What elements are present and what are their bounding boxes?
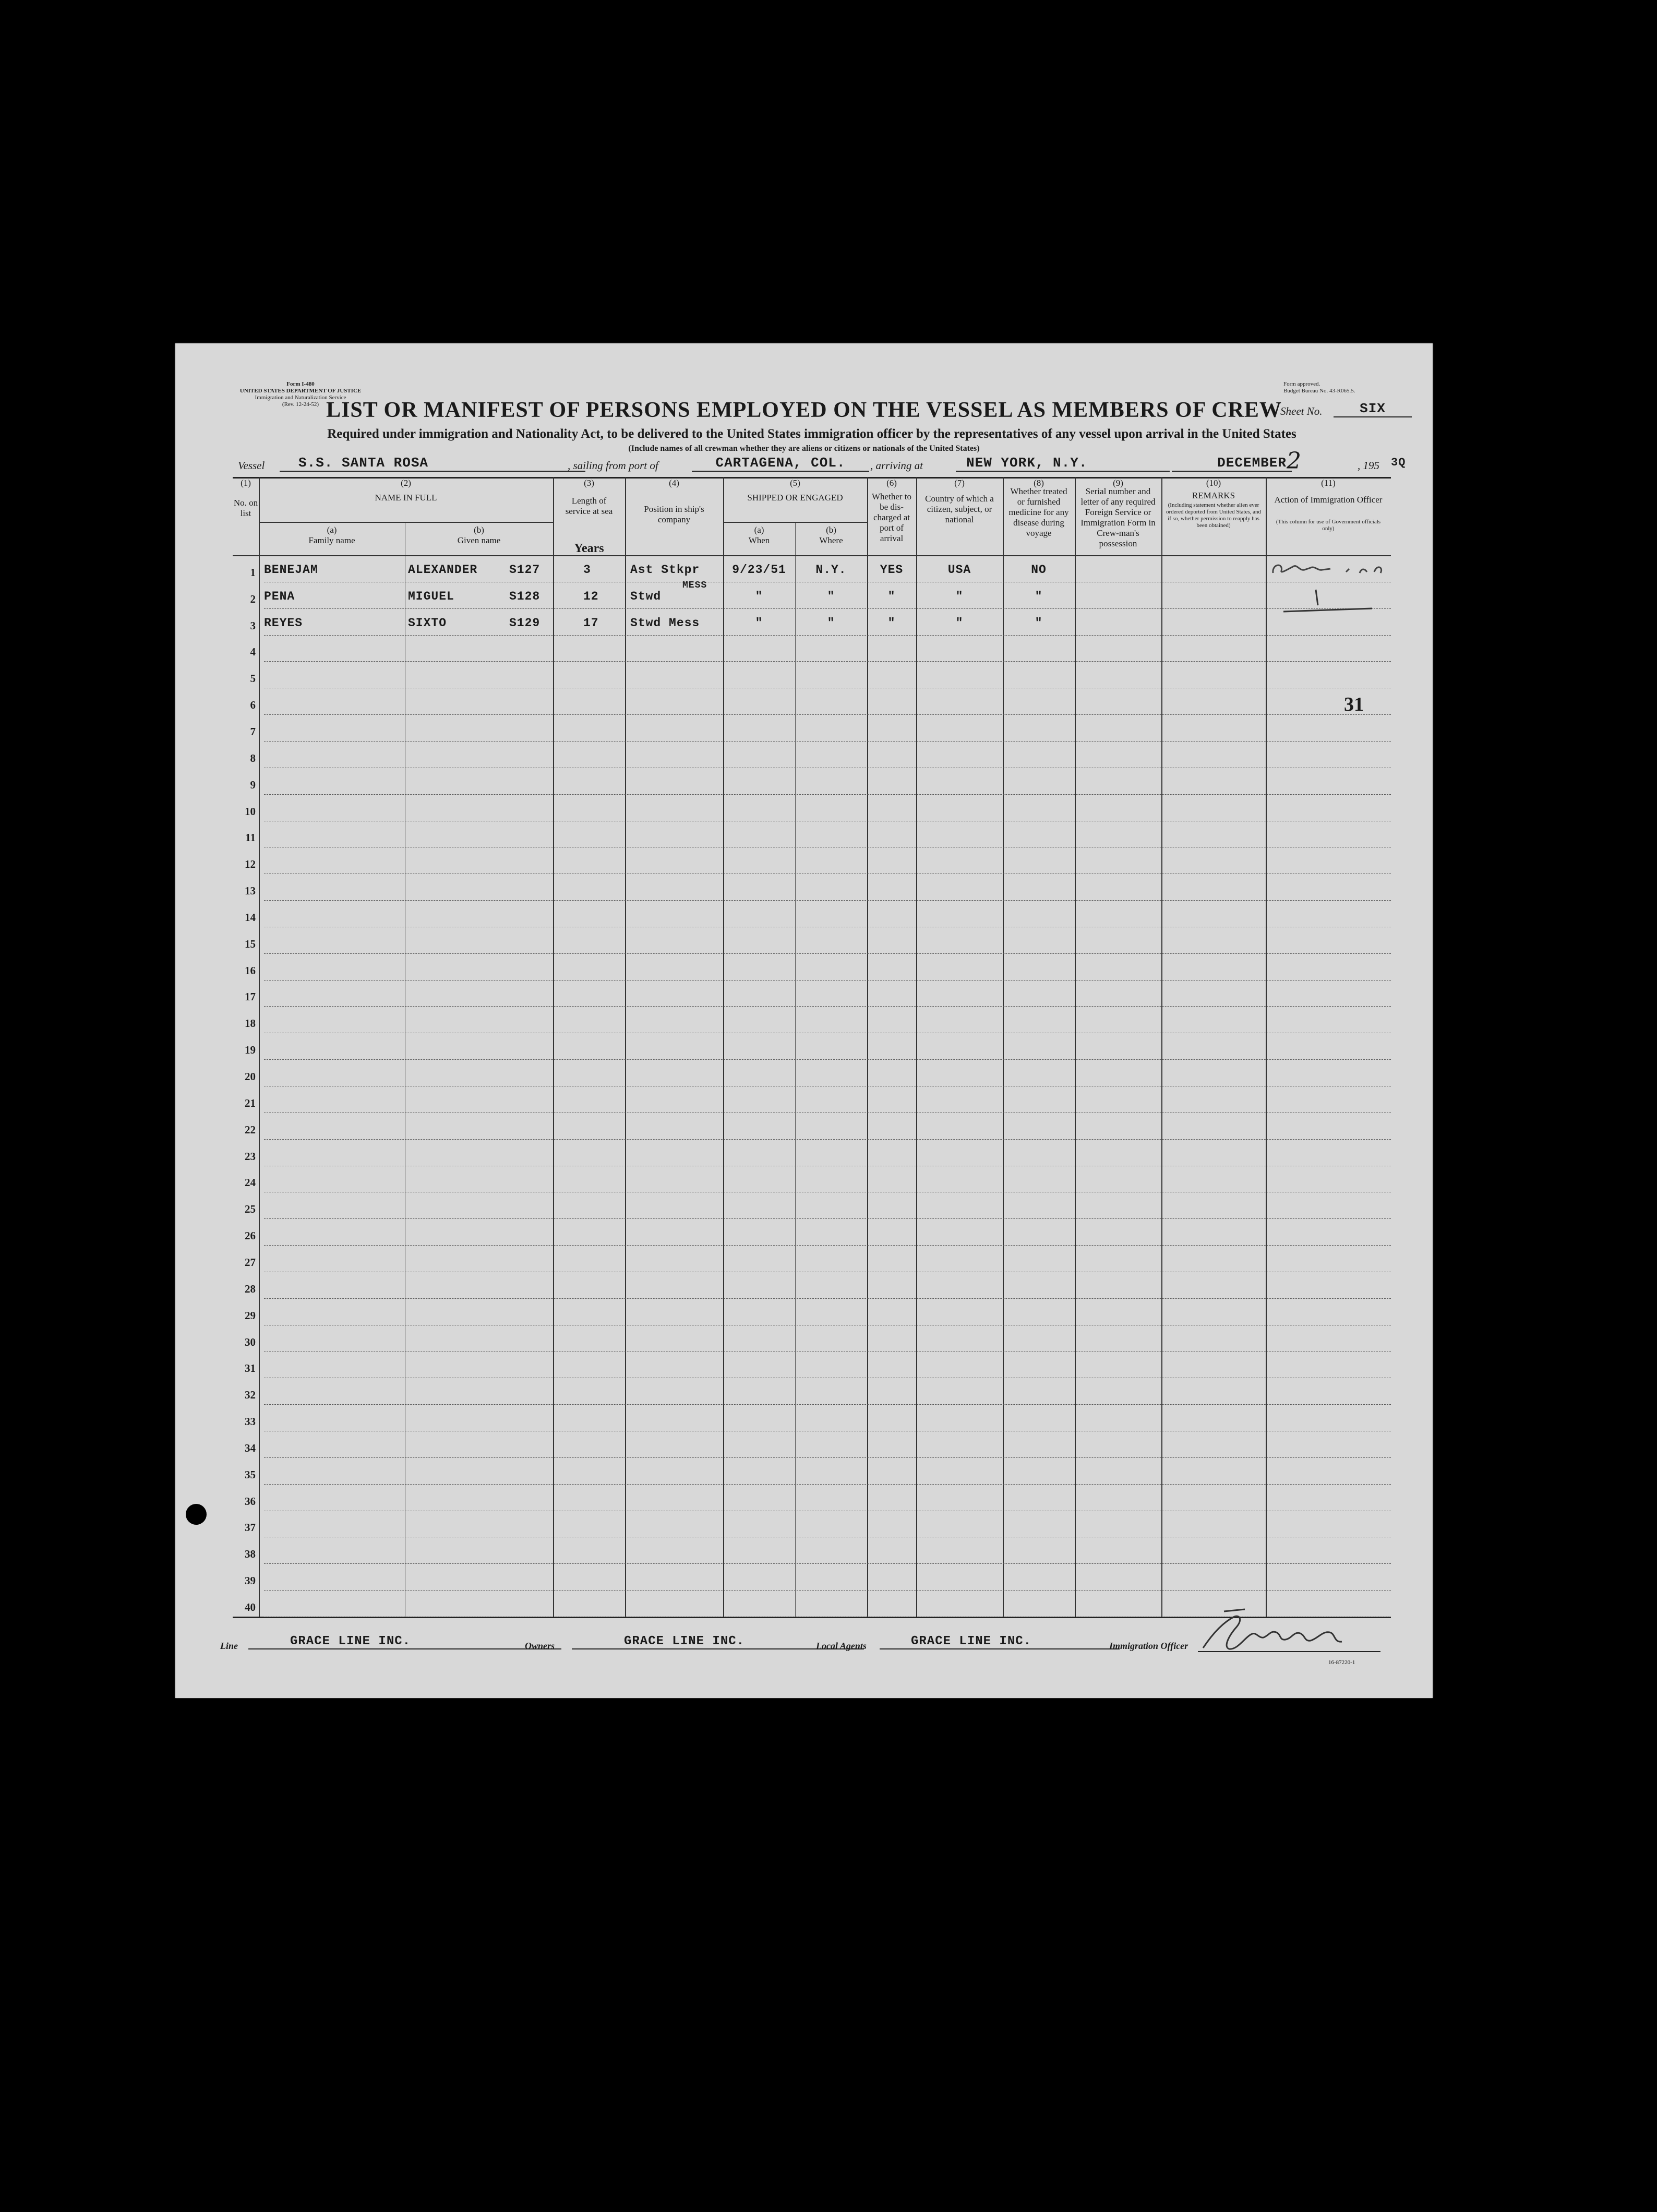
crew-position: Ast Stkpr — [630, 563, 700, 577]
col2b-header: Given name — [457, 535, 501, 545]
row-number: 30 — [245, 1335, 256, 1348]
col9-header: Serial number and letter of any required Foreign Service or Immigration Form in Crew-man's possession — [1080, 486, 1156, 548]
row-number: 31 — [245, 1362, 256, 1375]
row-rule — [264, 794, 1391, 795]
col6-number: (6) — [886, 478, 897, 488]
crew-given-name: SIXTO — [408, 616, 447, 630]
form-id: Form I-480 — [286, 381, 315, 387]
crew-position: Stwd Mess — [630, 616, 700, 630]
crew-discharged: " — [887, 589, 896, 603]
row-number: 37 — [245, 1521, 256, 1534]
row-number: 1 — [250, 566, 256, 579]
row-number: 3 — [250, 619, 256, 632]
row-rule — [264, 1139, 1391, 1140]
crew-shipped-where: " — [827, 616, 835, 630]
row-number: 17 — [245, 990, 256, 1003]
row-rule — [264, 1298, 1391, 1299]
row-rule — [264, 1484, 1391, 1485]
agency-name: UNITED STATES DEPARTMENT OF JUSTICE — [239, 388, 362, 394]
row-rule — [264, 741, 1391, 742]
crew-crew-code: S127 — [509, 563, 541, 577]
crew-given-name: ALEXANDER — [408, 563, 478, 577]
agents-company: GRACE LINE INC. — [880, 1634, 1120, 1649]
year-prefix: , 195 — [1358, 459, 1379, 472]
col8-header: Whether treated or furnished medicine for any disease during voyage — [1008, 486, 1069, 538]
row-number: 35 — [245, 1468, 256, 1481]
row-number: 8 — [250, 751, 256, 764]
row-number: 40 — [245, 1601, 256, 1613]
col3-unit: Years — [574, 542, 604, 555]
vessel-label: Vessel — [238, 459, 265, 472]
col1-number: (1) — [241, 478, 251, 488]
row-number: 15 — [245, 937, 256, 950]
crew-family-name: PENA — [264, 589, 295, 603]
crew-shipped-when: 9/23/51 — [732, 563, 786, 577]
row-rule — [264, 1006, 1391, 1007]
col2a-header: Family name — [308, 535, 355, 545]
col1-header: No. on list — [233, 498, 258, 518]
row-number: 23 — [245, 1150, 256, 1163]
col3-number: (3) — [584, 478, 594, 488]
line-label: Line — [220, 1641, 238, 1651]
form-revision: (Rev. 12-24-52) — [282, 401, 319, 408]
col2-number: (2) — [401, 478, 411, 488]
service-name: Immigration and Naturalization Service — [255, 394, 346, 401]
approval-block — [1283, 381, 1414, 394]
sailing-label: , sailing from port of — [568, 459, 658, 472]
crew-crew-code: S128 — [509, 589, 541, 603]
col11-number: (11) — [1321, 478, 1336, 488]
row-number: 12 — [245, 858, 256, 871]
row-number: 38 — [245, 1548, 256, 1561]
sheet-number: SIX — [1334, 401, 1412, 417]
col4-header: Position in ship's company — [644, 504, 704, 524]
row-number: 18 — [245, 1017, 256, 1030]
row-rule — [264, 635, 1391, 636]
agents-label: Local Agents — [816, 1641, 867, 1651]
arrival-month: DECEMBER — [1172, 455, 1292, 472]
crew-years-at-sea: 17 — [583, 616, 599, 630]
crew-medicine: " — [1035, 616, 1043, 630]
crew-discharged: YES — [880, 563, 904, 577]
crew-family-name: BENEJAM — [264, 563, 318, 577]
row-rule — [264, 1563, 1391, 1564]
crew-medicine: NO — [1031, 563, 1047, 577]
row-number: 14 — [245, 911, 256, 924]
col10-header: REMARKS — [1192, 491, 1235, 500]
officer-initials-handwriting — [1268, 553, 1391, 616]
arriving-label: , arriving at — [870, 459, 923, 472]
col7-number: (7) — [954, 478, 965, 488]
row-number: 27 — [245, 1256, 256, 1269]
crew-country: " — [955, 589, 964, 603]
row-rule — [264, 661, 1391, 662]
col11-note: (This column for use of Government officials only) — [1276, 519, 1381, 532]
row-number: 7 — [250, 725, 256, 738]
approval-text: Form approved. — [1283, 381, 1320, 387]
col10-note: (Including statement whether alien ever ordered deported from United States, and if so, whether permission to reapply has been obtained) — [1166, 502, 1262, 529]
row-rule — [264, 1245, 1391, 1246]
row-rule — [264, 953, 1391, 954]
crew-country: USA — [947, 563, 971, 577]
row-rule — [264, 980, 1391, 981]
row-number: 28 — [245, 1282, 256, 1295]
subnote: (Include names of all crewman whether they are aliens or citizens or nationals of the United States) — [628, 444, 980, 453]
crew-medicine: " — [1035, 589, 1043, 603]
row-number: 9 — [250, 778, 256, 791]
sheet-stamp-number: 31 — [1344, 694, 1364, 715]
row-number: 2 — [250, 592, 256, 605]
row-number: 4 — [250, 645, 256, 659]
owners-label: Owners — [525, 1641, 555, 1651]
col2b-number: (b) — [474, 525, 484, 535]
col5-header: SHIPPED OR ENGAGED — [747, 493, 843, 503]
binder-hole — [186, 1504, 207, 1525]
row-rule — [264, 1059, 1391, 1060]
row-number: 26 — [245, 1229, 256, 1242]
crew-years-at-sea: 3 — [583, 563, 591, 577]
manifest-document — [175, 343, 1433, 1698]
col3-header: Length of service at sea — [565, 496, 613, 516]
row-number: 6 — [250, 699, 256, 712]
row-rule — [264, 1218, 1391, 1219]
row-number: 32 — [245, 1389, 256, 1402]
row-number: 11 — [245, 831, 256, 844]
row-number: 16 — [245, 964, 256, 977]
row-number: 33 — [245, 1415, 256, 1428]
col8-number: (8) — [1034, 478, 1044, 488]
crew-years-at-sea: 12 — [583, 589, 599, 603]
row-number: 13 — [245, 884, 256, 898]
row-number: 20 — [245, 1070, 256, 1083]
row-number: 25 — [245, 1203, 256, 1216]
col5a-number: (a) — [754, 525, 764, 535]
crew-position: Stwd — [630, 589, 662, 603]
sheet-label: Sheet No. — [1280, 405, 1323, 417]
crew-country: " — [955, 616, 964, 630]
row-number: 10 — [245, 805, 256, 818]
crew-shipped-where: N.Y. — [815, 563, 847, 577]
officer-label: Immigration Officer — [1109, 1641, 1188, 1651]
owners-company: GRACE LINE INC. — [572, 1634, 864, 1649]
page-title: LIST OR MANIFEST OF PERSONS EMPLOYED ON THE VESSEL AS MEMBERS OF CREW — [326, 398, 1282, 422]
crew-discharged: " — [887, 616, 896, 630]
budget-text: Budget Bureau No. 43-R065.5. — [1283, 388, 1355, 394]
row-rule — [264, 1590, 1391, 1591]
crew-given-name: MIGUEL — [408, 589, 454, 603]
crew-table — [233, 477, 1391, 1617]
col2a-number: (a) — [327, 525, 337, 535]
row-number: 24 — [245, 1176, 256, 1189]
crew-shipped-when: " — [755, 616, 763, 630]
col5b-number: (b) — [826, 525, 836, 535]
print-code: 16-87220-1 — [1328, 1659, 1355, 1666]
row-number: 34 — [245, 1441, 256, 1454]
col11-header: Action of Immigration Officer — [1274, 495, 1383, 505]
row-number: 21 — [245, 1096, 256, 1109]
year-digit: 3Q — [1391, 456, 1406, 469]
col6-header: Whether to be dis-charged at port of arrival — [872, 492, 911, 543]
row-rule — [264, 1404, 1391, 1405]
row-number: 5 — [250, 672, 256, 685]
col4-number: (4) — [669, 478, 679, 488]
subtitle: Required under immigration and Nationality Act, to be delivered to the United States immigration officer by the representatives of any vessel upon arrival in the United States — [327, 427, 1296, 441]
row-rule — [264, 900, 1391, 901]
row-number: 29 — [245, 1309, 256, 1322]
row-number: 36 — [245, 1494, 256, 1508]
row-rule — [264, 714, 1391, 715]
col5b-header: Where — [819, 535, 843, 545]
arrival-port: NEW YORK, N.Y. — [956, 455, 1170, 472]
arrival-day: 2 — [1287, 448, 1301, 474]
crew-shipped-where: " — [827, 589, 835, 603]
crew-family-name: REYES — [264, 616, 303, 630]
col9-number: (9) — [1113, 478, 1123, 488]
col7-header: Country of which a citizen, subject, or national — [925, 494, 994, 524]
vessel-name: S.S. SANTA ROSA — [280, 455, 585, 472]
row-number: 39 — [245, 1574, 256, 1587]
row-rule — [264, 1457, 1391, 1458]
col5-number: (5) — [790, 478, 800, 488]
line-company: GRACE LINE INC. — [248, 1634, 561, 1649]
row-rule — [264, 608, 1391, 609]
row-number: 22 — [245, 1123, 256, 1136]
crew-shipped-when: " — [755, 589, 763, 603]
officer-signature — [1193, 1601, 1360, 1658]
col5a-header: When — [748, 535, 770, 545]
col10-number: (10) — [1206, 478, 1221, 488]
row-number: 19 — [245, 1044, 256, 1057]
crew-position-note: MESS — [682, 580, 707, 591]
departure-port: CARTAGENA, COL. — [692, 455, 869, 472]
crew-crew-code: S129 — [509, 616, 541, 630]
col2-header: NAME IN FULL — [375, 493, 437, 503]
